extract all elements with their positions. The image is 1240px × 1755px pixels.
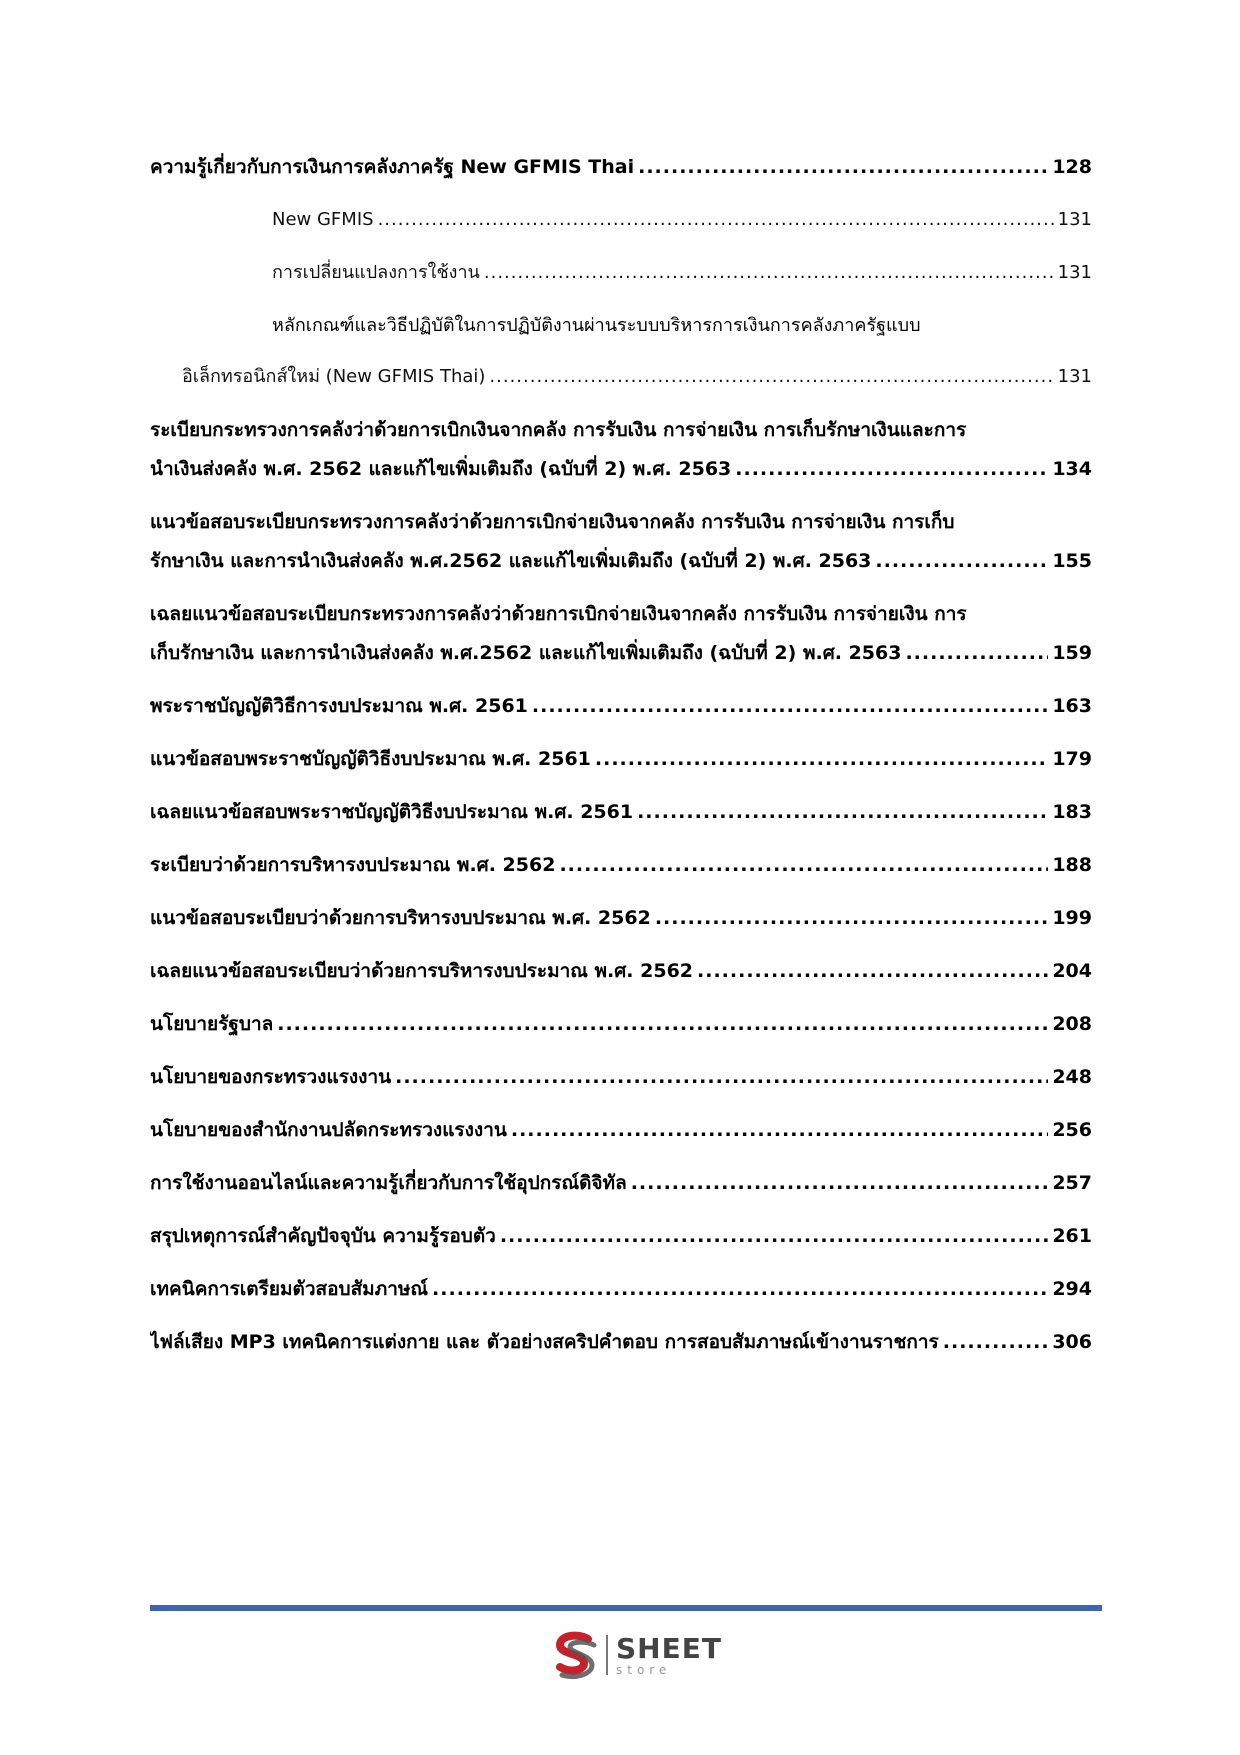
toc-page-number: 163 [1052, 695, 1092, 717]
toc-page-number: 183 [1052, 801, 1092, 823]
dot-leader [943, 1327, 1049, 1357]
dot-leader [500, 1221, 1048, 1251]
toc-entry-title-line1: หลักเกณฑ์และวิธีปฏิบัติในการปฏิบัติงานผ่านระบบบริหารการเงินการคลังภาครัฐแบบ [272, 315, 921, 336]
dot-leader [735, 454, 1048, 484]
logo-separator [606, 1635, 608, 1675]
toc-entry-title: นำเงินส่งคลัง พ.ศ. 2562 และแก้ไขเพิ่มเติมถึง (ฉบับที่ 2) พ.ศ. 2563 [150, 458, 732, 480]
dot-leader [638, 152, 1048, 182]
dot-leader [905, 638, 1048, 668]
dot-leader [484, 258, 1054, 288]
toc-entry[interactable] [150, 1327, 1092, 1357]
table-of-contents [150, 152, 1092, 1357]
toc-entry[interactable] [150, 1221, 1092, 1251]
toc-entry-title: ไฟล์เสียง MP3 เทคนิคการแต่งกาย และ ตัวอย่างสคริปคำตอบ การสอบสัมภาษณ์เข้างานราชการ [150, 1331, 939, 1353]
toc-page-number: 208 [1052, 1013, 1092, 1035]
dot-leader [511, 1115, 1048, 1145]
toc-page-number: 128 [1052, 156, 1092, 178]
sheet-store-s-icon [548, 1629, 600, 1681]
toc-page-number: 188 [1052, 854, 1092, 876]
logo-brand-text: SHEET [616, 1631, 722, 1665]
sheet-store-logo [548, 1628, 728, 1682]
toc-entry[interactable] [150, 599, 1092, 668]
toc-subentry[interactable] [150, 311, 1092, 392]
toc-entry-title: นโยบายของกระทรวงแรงงาน [150, 1066, 392, 1088]
toc-entry-title-line1: เฉลยแนวข้อสอบระเบียบกระทรวงการคลังว่าด้วยการเบิกจ่ายเงินจากคลัง การรับเงิน การจ่ายเงิน การ [150, 603, 967, 625]
toc-entry[interactable] [150, 956, 1092, 986]
dot-leader [595, 744, 1048, 774]
toc-page-number: 131 [1057, 366, 1092, 387]
toc-entry[interactable] [150, 1062, 1092, 1092]
toc-page-number: 159 [1052, 642, 1092, 664]
toc-entry[interactable] [150, 152, 1092, 182]
toc-entry-title: แนวข้อสอบพระราชบัญญัติวิธีงบประมาณ พ.ศ. 2561 [150, 748, 591, 770]
dot-leader [875, 546, 1048, 576]
dot-leader [395, 1062, 1048, 1092]
toc-entry-title: นโยบายรัฐบาล [150, 1013, 274, 1035]
toc-subentry[interactable] [150, 205, 1092, 235]
toc-page-number: 155 [1052, 550, 1092, 572]
toc-page-number: 204 [1052, 960, 1092, 982]
dot-leader [559, 850, 1048, 880]
toc-entry-title: เฉลยแนวข้อสอบพระราชบัญญัติวิธีงบประมาณ พ.ศ. 2561 [150, 801, 634, 823]
toc-entry-title: แนวข้อสอบระเบียบว่าด้วยการบริหารงบประมาณ พ.ศ. 2562 [150, 907, 651, 929]
toc-entry-title: นโยบายของสำนักงานปลัดกระทรวงแรงงาน [150, 1119, 507, 1141]
toc-page-number: 261 [1052, 1225, 1092, 1247]
toc-entry[interactable] [150, 1009, 1092, 1039]
toc-page-number: 306 [1052, 1331, 1092, 1353]
dot-leader [697, 956, 1048, 986]
dot-leader [378, 205, 1054, 235]
toc-page-number: 256 [1052, 1119, 1092, 1141]
toc-entry[interactable] [150, 903, 1092, 933]
footer-divider [150, 1605, 1102, 1611]
toc-entry[interactable] [150, 1168, 1092, 1198]
toc-page-number: 131 [1057, 209, 1092, 230]
toc-entry-title: อิเล็กทรอนิกส์ใหม่ (New GFMIS Thai) [182, 366, 486, 387]
toc-page-number: 199 [1052, 907, 1092, 929]
toc-entry[interactable] [150, 797, 1092, 827]
toc-entry[interactable] [150, 415, 1092, 484]
toc-entry-title-line1: แนวข้อสอบระเบียบกระทรวงการคลังว่าด้วยการเบิกจ่ายเงินจากคลัง การรับเงิน การจ่ายเงิน การเก็บ [150, 511, 955, 533]
toc-subentry[interactable] [150, 258, 1092, 288]
toc-entry-title: การเปลี่ยนแปลงการใช้งาน [272, 262, 480, 283]
dot-leader [532, 691, 1048, 721]
toc-page-number: 179 [1052, 748, 1092, 770]
toc-entry-title: เทคนิคการเตรียมตัวสอบสัมภาษณ์ [150, 1278, 429, 1300]
dot-leader [631, 1168, 1049, 1198]
logo-sub-text: store [616, 1662, 672, 1677]
dot-leader [637, 797, 1048, 827]
toc-page-number: 248 [1052, 1066, 1092, 1088]
dot-leader [432, 1274, 1048, 1304]
toc-entry-title-line1: ระเบียบกระทรวงการคลังว่าด้วยการเบิกเงินจากคลัง การรับเงิน การจ่ายเงิน การเก็บรักษาเงินและการ [150, 419, 967, 441]
toc-page-number: 257 [1052, 1172, 1092, 1194]
toc-entry-title: เฉลยแนวข้อสอบระเบียบว่าด้วยการบริหารงบประมาณ พ.ศ. 2562 [150, 960, 694, 982]
toc-entry-title: พระราชบัญญัติวิธีการงบประมาณ พ.ศ. 2561 [150, 695, 528, 717]
toc-entry-title: New GFMIS [272, 209, 374, 230]
toc-entry-title: เก็บรักษาเงิน และการนำเงินส่งคลัง พ.ศ.2562 และแก้ไขเพิ่มเติมถึง (ฉบับที่ 2) พ.ศ. 2563 [150, 642, 902, 664]
toc-page-number: 134 [1052, 458, 1092, 480]
toc-entry[interactable] [150, 1274, 1092, 1304]
toc-entry[interactable] [150, 507, 1092, 576]
logo-wordmark [616, 1631, 722, 1677]
dot-leader [655, 903, 1049, 933]
toc-entry[interactable] [150, 691, 1092, 721]
toc-entry-title: ความรู้เกี่ยวกับการเงินการคลังภาครัฐ New GFMIS Thai [150, 156, 635, 178]
toc-entry[interactable] [150, 744, 1092, 774]
toc-entry[interactable] [150, 850, 1092, 880]
toc-entry-title: ระเบียบว่าด้วยการบริหารงบประมาณ พ.ศ. 2562 [150, 854, 556, 876]
toc-page-number: 294 [1052, 1278, 1092, 1300]
dot-leader [277, 1009, 1048, 1039]
toc-entry-title: สรุปเหตุการณ์สำคัญปัจจุบัน ความรู้รอบตัว [150, 1225, 496, 1247]
dot-leader [489, 362, 1053, 392]
toc-entry-title: การใช้งานออนไลน์และความรู้เกี่ยวกับการใช้อุปกรณ์ดิจิทัล [150, 1172, 627, 1194]
toc-entry-title: รักษาเงิน และการนำเงินส่งคลัง พ.ศ.2562 และแก้ไขเพิ่มเติมถึง (ฉบับที่ 2) พ.ศ. 2563 [150, 550, 872, 572]
toc-page-number: 131 [1057, 262, 1092, 283]
toc-entry[interactable] [150, 1115, 1092, 1145]
